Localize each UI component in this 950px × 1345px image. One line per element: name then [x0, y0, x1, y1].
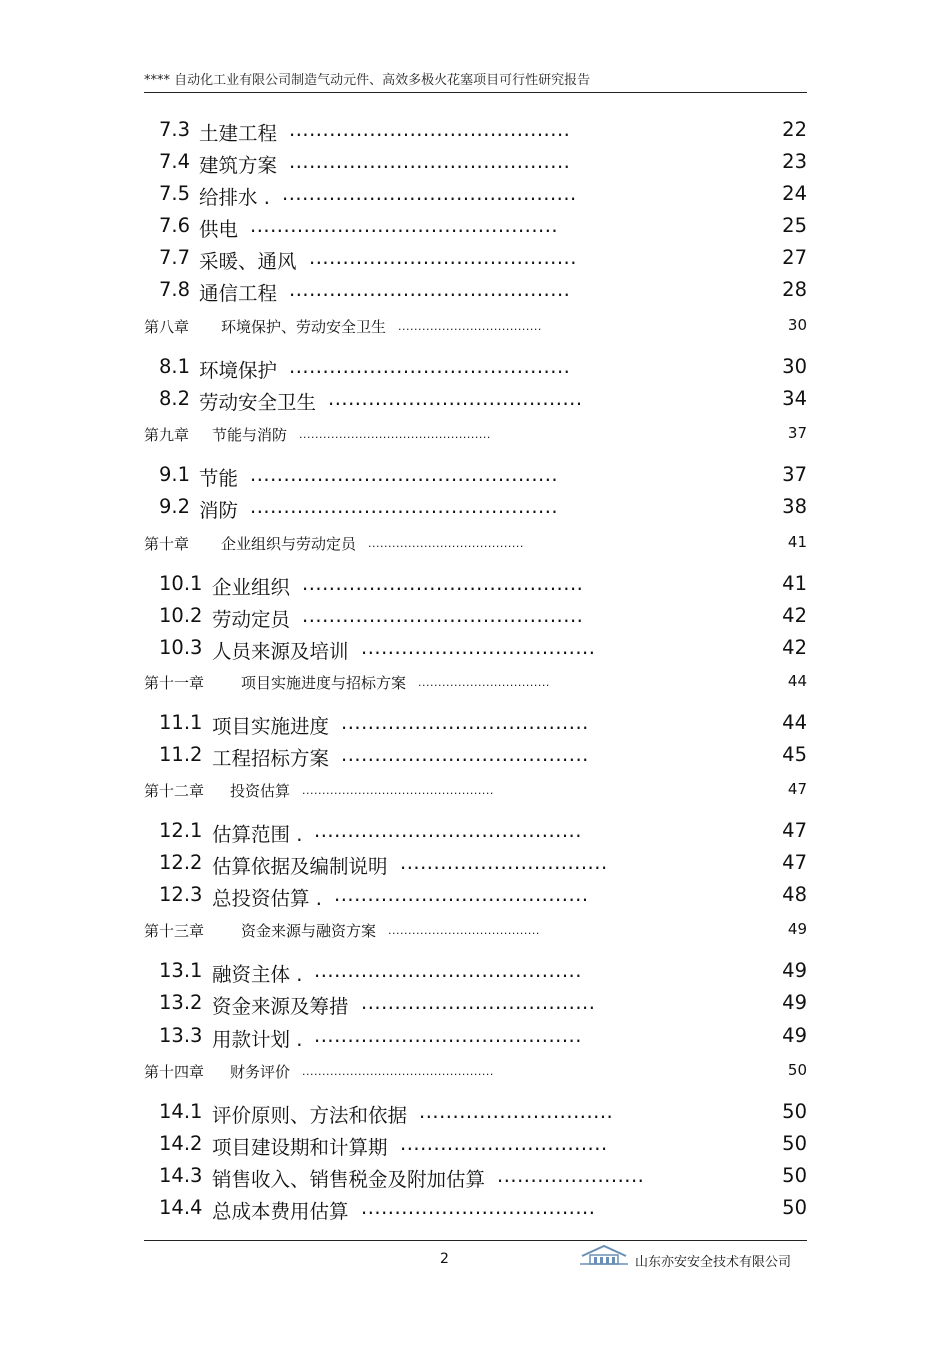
- toc-entry-number: 7.7: [159, 246, 191, 269]
- footer-divider: [144, 1240, 807, 1241]
- toc-dot-leader: ......................................: [334, 883, 589, 906]
- toc-entry-number: 13.2: [159, 991, 203, 1014]
- toc-entry-title: 销售收入、销售税金及附加估算: [212, 1168, 486, 1191]
- toc-entry-number: 10.3: [159, 636, 203, 659]
- toc-entry-title: 项目实施进度: [212, 715, 330, 738]
- toc-section-entry[interactable]: [144, 1024, 807, 1054]
- toc-dot-leader: ..........................................: [289, 118, 571, 141]
- toc-page-number: 50: [782, 1100, 807, 1123]
- toc-section-entry[interactable]: [144, 118, 807, 148]
- toc-entry-title: 劳动定员: [212, 608, 291, 631]
- toc-dot-leader: ................................................: [302, 784, 494, 797]
- toc-entry-number: 7.3: [159, 118, 191, 141]
- toc-section-entry[interactable]: [144, 1100, 807, 1130]
- toc-entry-title: 节能: [199, 467, 239, 490]
- footer-page-number: 2: [440, 1251, 449, 1267]
- toc-entry-title: 估算范围 .: [212, 823, 303, 846]
- header-title: **** 自动化工业有限公司制造气动元件、高效多极火花塞项目可行性研究报告: [144, 73, 591, 88]
- toc-entry-number: 14.4: [159, 1196, 203, 1219]
- toc-page-number: 50: [782, 1132, 807, 1155]
- toc-page-number: 47: [787, 780, 807, 798]
- toc-chapter-entry[interactable]: [144, 424, 807, 454]
- toc-entry-title: 企业组织与劳动定员: [221, 535, 357, 553]
- toc-page-number: 42: [782, 604, 807, 627]
- toc-entry-title: 融资主体 .: [212, 963, 303, 986]
- toc-page-number: 49: [782, 1024, 807, 1047]
- toc-page-number: 50: [787, 1061, 807, 1079]
- toc-section-entry[interactable]: [144, 495, 807, 525]
- toc-dot-leader: ...............................: [400, 1132, 608, 1155]
- toc-page-number: 30: [782, 355, 807, 378]
- toc-entry-title: 节能与消防: [212, 426, 288, 444]
- toc-dot-leader: ....................................: [398, 320, 542, 333]
- toc-section-entry[interactable]: [144, 743, 807, 773]
- toc-entry-number: 13.1: [159, 959, 203, 982]
- toc-section-entry[interactable]: [144, 636, 807, 666]
- toc-section-entry[interactable]: [144, 604, 807, 634]
- toc-entry-number: 10.2: [159, 604, 203, 627]
- toc-entry-title: 用款计划 .: [212, 1028, 303, 1051]
- toc-entry-title: 企业组织: [212, 576, 291, 599]
- toc-chapter-entry[interactable]: [144, 316, 807, 346]
- toc-page-number: 37: [782, 463, 807, 486]
- toc-page-number: 38: [782, 495, 807, 518]
- toc-chapter-entry[interactable]: [144, 780, 807, 810]
- toc-entry-title: 劳动安全卫生: [199, 391, 317, 414]
- toc-entry-number: 14.3: [159, 1164, 203, 1187]
- toc-dot-leader: ..........................................: [302, 604, 584, 627]
- toc-entry-number: 7.6: [159, 214, 191, 237]
- toc-chapter-entry[interactable]: [144, 533, 807, 563]
- toc-section-entry[interactable]: [144, 851, 807, 881]
- toc-dot-leader: ..........................................: [289, 278, 571, 301]
- toc-entry-number: 8.2: [159, 387, 191, 410]
- toc-entry-number: 第十四章: [144, 1063, 205, 1081]
- toc-dot-leader: ..............................................: [250, 495, 559, 518]
- toc-entry-title: 财务评价: [230, 1063, 291, 1081]
- toc-dot-leader: ........................................: [314, 1024, 582, 1047]
- toc-dot-leader: ............................................: [282, 182, 577, 205]
- toc-entry-title: 资金来源与融资方案: [241, 922, 377, 940]
- toc-chapter-entry[interactable]: [144, 672, 807, 702]
- toc-page-number: 23: [782, 150, 807, 173]
- toc-dot-leader: ..........................................: [302, 572, 584, 595]
- toc-section-entry[interactable]: [144, 355, 807, 385]
- toc-page-number: 24: [782, 182, 807, 205]
- toc-page-number: 47: [782, 819, 807, 842]
- toc-dot-leader: .....................................: [341, 711, 589, 734]
- toc-section-entry[interactable]: [144, 150, 807, 180]
- toc-entry-number: 10.1: [159, 572, 203, 595]
- toc-dot-leader: .............................: [419, 1100, 614, 1123]
- toc-page-number: 50: [782, 1196, 807, 1219]
- toc-section-entry[interactable]: [144, 1196, 807, 1226]
- toc-page-number: 47: [782, 851, 807, 874]
- toc-entry-title: 评价原则、方法和依据: [212, 1104, 408, 1127]
- toc-section-entry[interactable]: [144, 819, 807, 849]
- toc-entry-title: 项目实施进度与招标方案: [241, 674, 407, 692]
- toc-page-number: 49: [782, 959, 807, 982]
- toc-entry-title: 给排水 .: [199, 186, 270, 209]
- toc-entry-number: 第十一章: [144, 674, 205, 692]
- toc-section-entry[interactable]: [144, 883, 807, 913]
- toc-section-entry[interactable]: [144, 1164, 807, 1194]
- toc-entry-title: 土建工程: [199, 122, 278, 145]
- toc-entry-title: 通信工程: [199, 282, 278, 305]
- toc-dot-leader: ...................................: [361, 991, 596, 1014]
- toc-entry-number: 11.2: [159, 743, 203, 766]
- toc-dot-leader: .......................................: [368, 537, 524, 550]
- toc-dot-leader: ...................................: [361, 1196, 596, 1219]
- toc-entry-title: 工程招标方案: [212, 747, 330, 770]
- toc-entry-number: 7.5: [159, 182, 191, 205]
- toc-section-entry[interactable]: [144, 463, 807, 493]
- toc-section-entry[interactable]: [144, 1132, 807, 1162]
- toc-entry-title: 采暖、通风: [199, 250, 297, 273]
- toc-entry-number: 11.1: [159, 711, 203, 734]
- toc-dot-leader: .................................: [418, 676, 550, 689]
- toc-section-entry[interactable]: [144, 182, 807, 212]
- toc-dot-leader: ..............................................: [250, 214, 559, 237]
- toc-dot-leader: ..........................................: [289, 150, 571, 173]
- toc-page-number: 41: [787, 533, 807, 551]
- toc-entry-number: 第十章: [144, 535, 190, 553]
- toc-entry-title: 总投资估算 .: [212, 887, 322, 910]
- toc-page-number: 27: [782, 246, 807, 269]
- toc-page-number: 45: [782, 743, 807, 766]
- toc-entry-title: 环境保护、劳动安全卫生: [221, 318, 387, 336]
- toc-entry-number: 14.2: [159, 1132, 203, 1155]
- toc-page-number: 50: [782, 1164, 807, 1187]
- toc-page-number: 37: [787, 424, 807, 442]
- toc-section-entry[interactable]: [144, 387, 807, 417]
- toc-dot-leader: ......................: [497, 1164, 645, 1187]
- toc-dot-leader: ...................................: [361, 636, 596, 659]
- toc-page-number: 25: [782, 214, 807, 237]
- toc-page-number: 49: [787, 920, 807, 938]
- toc-entry-number: 7.4: [159, 150, 191, 173]
- toc-entry-number: 12.2: [159, 851, 203, 874]
- page-header: [144, 62, 807, 93]
- toc-section-entry[interactable]: [144, 959, 807, 989]
- toc-entry-title: 项目建设期和计算期: [212, 1136, 388, 1159]
- footer-company: 山东亦安安全技术有限公司: [635, 1255, 792, 1270]
- toc-entry-title: 建筑方案: [199, 154, 278, 177]
- toc-section-entry[interactable]: [144, 246, 807, 276]
- toc-section-entry[interactable]: [144, 572, 807, 602]
- toc-page-number: 34: [782, 387, 807, 410]
- toc-dot-leader: ................................................: [299, 428, 491, 441]
- house-logo-icon: [580, 1244, 628, 1266]
- toc-entry-number: 12.1: [159, 819, 203, 842]
- toc-page-number: 28: [782, 278, 807, 301]
- toc-entry-title: 人员来源及培训: [212, 640, 349, 663]
- toc-page-number: 30: [787, 316, 807, 334]
- toc-section-entry[interactable]: [144, 991, 807, 1021]
- toc-entry-title: 投资估算: [230, 782, 291, 800]
- toc-entry-number: 9.1: [159, 463, 191, 486]
- toc-entry-number: 12.3: [159, 883, 203, 906]
- toc-page-number: 44: [782, 711, 807, 734]
- toc-entry-number: 8.1: [159, 355, 191, 378]
- toc-entry-number: 7.8: [159, 278, 191, 301]
- toc-dot-leader: ..............................................: [250, 463, 559, 486]
- toc-dot-leader: ......................................: [388, 924, 540, 937]
- toc-entry-title: 估算依据及编制说明: [212, 855, 388, 878]
- toc-page-number: 48: [782, 883, 807, 906]
- toc-chapter-entry[interactable]: [144, 920, 807, 950]
- toc-dot-leader: ................................................: [302, 1065, 494, 1078]
- toc-entry-number: 第八章: [144, 318, 190, 336]
- toc-dot-leader: .....................................: [341, 743, 589, 766]
- toc-page-number: 41: [782, 572, 807, 595]
- toc-entry-number: 第十二章: [144, 782, 205, 800]
- toc-entry-number: 13.3: [159, 1024, 203, 1047]
- toc-section-entry[interactable]: [144, 711, 807, 741]
- toc-entry-title: 资金来源及筹措: [212, 995, 349, 1018]
- toc-entry-number: 第十三章: [144, 922, 205, 940]
- toc-dot-leader: ......................................: [328, 387, 583, 410]
- toc-entry-number: 9.2: [159, 495, 191, 518]
- toc-page-number: 22: [782, 118, 807, 141]
- toc-chapter-entry[interactable]: [144, 1061, 807, 1091]
- toc-entry-number: 第九章: [144, 426, 190, 444]
- toc-dot-leader: ........................................: [314, 819, 582, 842]
- toc-entry-number: 14.1: [159, 1100, 203, 1123]
- toc-entry-title: 消防: [199, 499, 239, 522]
- toc-dot-leader: ........................................: [314, 959, 582, 982]
- toc-entry-title: 供电: [199, 218, 239, 241]
- toc-page-number: 42: [782, 636, 807, 659]
- toc-entry-title: 总成本费用估算: [212, 1200, 349, 1223]
- toc-page-number: 49: [782, 991, 807, 1014]
- toc-dot-leader: ..........................................: [289, 355, 571, 378]
- toc-entry-title: 环境保护: [199, 359, 278, 382]
- toc-section-entry[interactable]: [144, 214, 807, 244]
- toc-dot-leader: ........................................: [309, 246, 577, 269]
- toc-dot-leader: ...............................: [400, 851, 608, 874]
- toc-page-number: 44: [787, 672, 807, 690]
- toc-section-entry[interactable]: [144, 278, 807, 308]
